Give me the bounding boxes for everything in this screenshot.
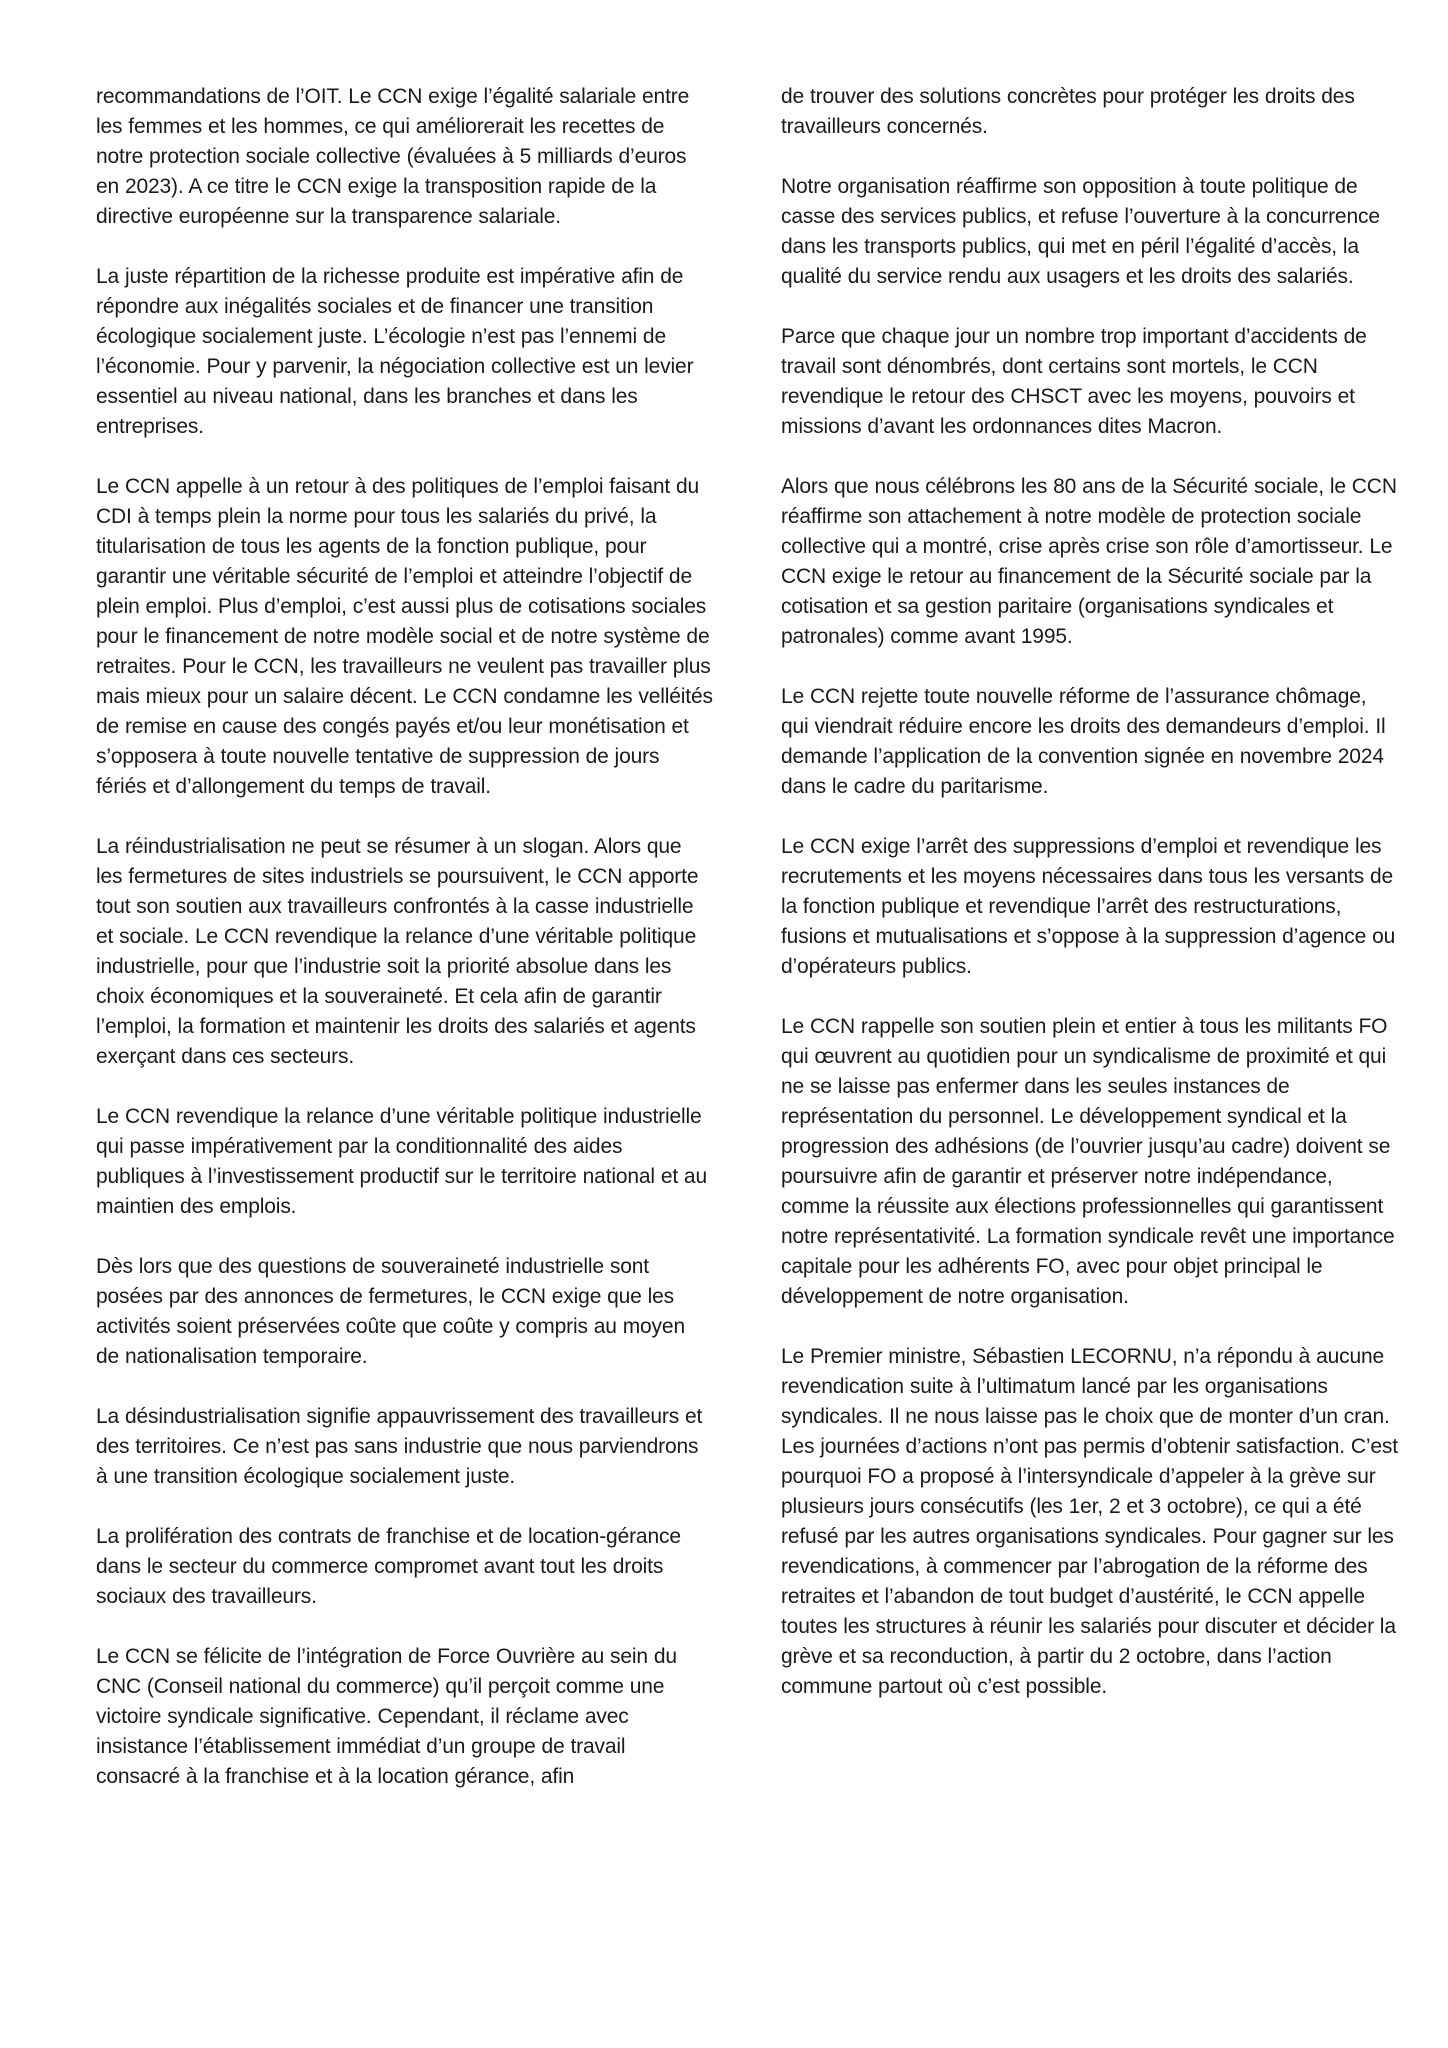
left-column xyxy=(96,82,713,2048)
paragraph: recommandations de l’OIT. Le CCN exige l’égalité salariale entre les femmes et les hommes, ce qui améliorerait les recettes de notre protection sociale collective (évaluées à 5 milliards d’euros en 2023). A ce titre le CCN exige la transposition rapide de la directive européenne sur la transparence salariale. xyxy=(96,85,690,228)
paragraph: de trouver des solutions concrètes pour protéger les droits des travailleurs concernés. xyxy=(781,85,1355,138)
paragraph: Le CCN exige l’arrêt des suppressions d’emploi et revendique les recrutements et les moyens nécessaires dans tous les versants de la fonction publique et revendique l’arrêt des restructurations, fusions et mutualisations et s’oppose à la suppression d’agence ou d’opérateurs publics. xyxy=(781,835,1396,978)
paragraph: Dès lors que des questions de souveraineté industrielle sont posées par des annonces de fermetures, le CCN exige que les activités soient préservées coûte que coûte y compris au moyen de nationalisation temporaire. xyxy=(96,1255,685,1368)
right-column xyxy=(781,82,1398,2048)
paragraph: Le CCN se félicite de l’intégration de Force Ouvrière au sein du CNC (Conseil national du commerce) qu’il perçoit comme une victoire syndicale significative. Cependant, il réclame avec insistance l’établissement immédiat d’un groupe de travail consacré à la franchise et à la location gérance, afin xyxy=(96,1645,677,1788)
paragraph: La prolifération des contrats de franchise et de location-gérance dans le secteur du commerce compromet avant tout les droits sociaux des travailleurs. xyxy=(96,1525,681,1608)
paragraph: La juste répartition de la richesse produite est impérative afin de répondre aux inégalités sociales et de financer une transition écologique socialement juste. L’écologie n’est pas l’ennemi de l’économie. Pour y parvenir, la négociation collective est un levier essentiel au niveau national, dans les branches et dans les entreprises. xyxy=(96,265,694,438)
paragraph: Le Premier ministre, Sébastien LECORNU, n’a répondu à aucune revendication suite à l’ultimatum lancé par les organisations syndicales. Il ne nous laisse pas le choix que de monter d’un cran. Les journées d’actions n’ont pas permis d’obtenir satisfaction. C’est pourquoi FO a proposé à l’intersyndicale d’appeler à la grève sur plusieurs jours consécutifs (les 1er, 2 et 3 octobre), ce qui a été refusé par les autres organisations syndicales. Pour gagner sur les revendications, à commencer par l’abrogation de la réforme des retraites et l’abandon de tout budget d’austérité, le CCN appelle toutes les structures à réunir les salariés pour discuter et décider la grève et sa reconduction, à partir du 2 octobre, dans l’action commune partout où c’est possible. xyxy=(781,1345,1398,1698)
paragraph: La désindustrialisation signifie appauvrissement des travailleurs et des territoires. Ce n’est pas sans industrie que nous parviendrons à une transition écologique socialement juste. xyxy=(96,1405,703,1488)
paragraph: Le CCN revendique la relance d’une véritable politique industrielle qui passe impérativement par la conditionnalité des aides publiques à l’investissement productif sur le territoire national et au maintien des emplois. xyxy=(96,1105,707,1218)
paragraph: Le CCN rejette toute nouvelle réforme de l’assurance chômage, qui viendrait réduire encore les droits des demandeurs d’emploi. Il demande l’application de la convention signée en novembre 2024 dans le cadre du paritarisme. xyxy=(781,685,1386,798)
paragraph: Le CCN rappelle son soutien plein et entier à tous les militants FO qui œuvrent au quotidien pour un syndicalisme de proximité et qui ne se laisse pas enfermer dans les seules instances de représentation du personnel. Le développement syndical et la progression des adhésions (de l’ouvrier jusqu’au cadre) doivent se poursuivre afin de garantir et préserver notre indépendance, comme la réussite aux élections professionnelles qui garantissent notre représentativité. La formation syndicale revêt une importance capitale pour les adhérents FO, avec pour objet principal le développement de notre organisation. xyxy=(781,1015,1395,1308)
paragraph: Parce que chaque jour un nombre trop important d’accidents de travail sont dénombrés, dont certains sont mortels, le CCN revendique le retour des CHSCT avec les moyens, pouvoirs et missions d’avant les ordonnances dites Macron. xyxy=(781,325,1367,438)
paragraph: Alors que nous célébrons les 80 ans de la Sécurité sociale, le CCN réaffirme son attachement à notre modèle de protection sociale collective qui a montré, crise après crise son rôle d’amortisseur. Le CCN exige le retour au financement de la Sécurité sociale par la cotisation et sa gestion paritaire (organisations syndicales et patronales) comme avant 1995. xyxy=(781,475,1397,648)
paragraph: La réindustrialisation ne peut se résumer à un slogan. Alors que les fermetures de sites industriels se poursuivent, le CCN apporte tout son soutien aux travailleurs confrontés à la casse industrielle et sociale. Le CCN revendique la relance d’une véritable politique industrielle, pour que l’industrie soit la priorité absolue dans les choix économiques et la souveraineté. Et cela afin de garantir l’emploi, la formation et maintenir les droits des salariés et agents exerçant dans ces secteurs. xyxy=(96,835,699,1068)
paragraph: Notre organisation réaffirme son opposition à toute politique de casse des services publics, et refuse l’ouverture à la concurrence dans les transports publics, qui met en péril l’égalité d’accès, la qualité du service rendu aux usagers et les droits des salariés. xyxy=(781,175,1380,288)
paragraph: Le CCN appelle à un retour à des politiques de l’emploi faisant du CDI à temps plein la norme pour tous les salariés du privé, la titularisation de tous les agents de la fonction publique, pour garantir une véritable sécurité de l’emploi et atteindre l’objectif de plein emploi. Plus d’emploi, c’est aussi plus de cotisations sociales pour le financement de notre modèle social et de notre système de retraites. Pour le CCN, les travailleurs ne veulent pas travailler plus mais mieux pour un salaire décent. Le CCN condamne les velléités de remise en cause des congés payés et/ou leur monétisation et s’opposera à toute nouvelle tentative de suppression de jours fériés et d’allongement du temps de travail. xyxy=(96,475,713,798)
